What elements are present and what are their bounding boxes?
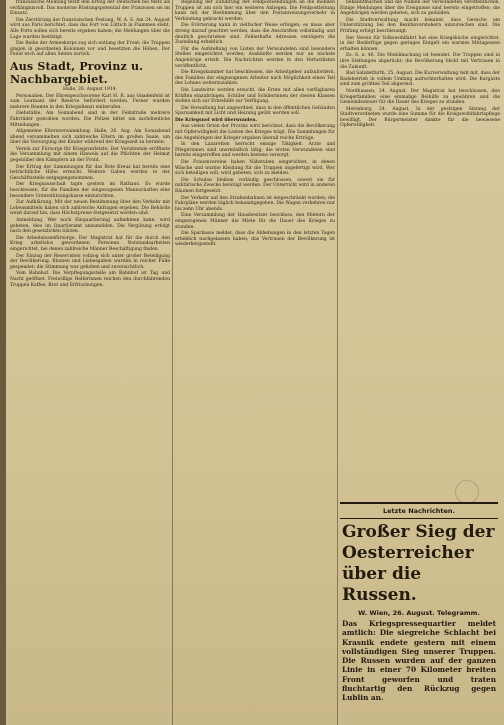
- article-paragraph: Die Reihe der Armeekorps zog sich entlang der Front; die Truppen gingen in geordneten Kolonnen vor und besetzten die Höhen. Der Feind wich auf allen Seiten zurück.: [10, 41, 170, 58]
- article-paragraph: Personalien. Der Ehrengeschworene Karl H. R. aus Gnadenfeld ist zum Leutnant der Reserve befördert worden. Ferner wurden mehrere Beamte in den Kriegsdienst einberufen.: [10, 93, 170, 110]
- article-paragraph: Die Erörterung kann in vielfacher Weise erfolgen; es muss aber streng darauf geachtet werden, dass die Anschriften vollständig und deutlich geschrieben sind. Fehlerhafte Adressen verzögern die Zustellung erheblich.: [175, 23, 335, 46]
- column-two: [175, 0, 335, 725]
- article-paragraph: Es. 6. u. 46. Die Mobilmachung ist beendet. Die Truppen sind in ihre Stellungen abgerückt; die Bevölkerung blickt mit Vertrauen in die Zukunft.: [340, 53, 500, 70]
- article-paragraph: Der Verkehr auf den Straßenbahnen ist eingeschränkt worden; die Fahrpläne werden täglich bekanntgegeben. Die Wagen verkehren nur bis zehn Uhr abends.: [175, 195, 335, 212]
- binding-edge: [0, 0, 6, 725]
- article-paragraph: Eine Versammlung der Hausbesitzer beschloss, den Mietern der eingezogenen Männer die Miete für die Dauer des Krieges zu stunden.: [175, 213, 335, 230]
- article-paragraph: Die Zerstörung der französischen Festung. W. A. S. Am 24. August wird aus Paris berichtet, dass das Fort von Lüttich in Flammen steht. Alle Forts sollen sich bereits ergeben haben; die Meldungen über die Lage wurden bestätigt.: [10, 17, 170, 40]
- late-news-kicker: Letzte Nachrichten.: [382, 507, 456, 515]
- article-paragraph: Der Verein für Volkswohlfahrt hat eine Kriegsküche eingerichtet, in der Bedürftige gegen geringes Entgelt ein warmes Mittagessen erhalten können.: [340, 35, 500, 52]
- article-paragraph: Diebstähle. Am Sonnabend sind in der Feldstraße mehrere Fahrräder gestohlen worden. Die Polizei bittet um sachdienliche Mitteilungen.: [10, 111, 170, 128]
- article-paragraph: Die Verwaltung hat angeordnet, dass in den öffentlichen Gebäuden Sparsamkeit mit Licht und Heizung geübt werden soll.: [175, 105, 335, 117]
- article-paragraph: Die Landwirte werden ersucht, die Ernte mit allen verfügbaren Kräften einzubringen. Schüler und Schülerinnen der oberen Klassen stellen sich zur Erntehilfe zur Verfügung.: [175, 87, 335, 105]
- article-paragraph: Merseburg, 24. August. In der gestrigen Sitzung der Stadtverordneten wurde eine Summe für die Kriegswohlfahrtspflege bewilligt. Der Bürgermeister dankte für die bewiesene Opferwilligkeit.: [340, 106, 500, 129]
- faded-stamp-mark: [455, 480, 479, 504]
- article-paragraph: bekanntmachen und die Namen der Verwundeten veröffentlichen. Einige Meldungen über die Ereignisse sind bereits eingetroffen; die Angehörigen werden gebeten, sich zu gedulden.: [340, 0, 500, 17]
- late-news-lead: Das Kriegspressequartier meldet amtlich: Die siegreiche Schlacht bei Krasnik endete gestern mit einem vollständigen Sieg unserer Truppen. Die Russen wurden auf der ganzen Linie in einer 70 Kilometer breiten Front geworfen und traten fluchtartig den Rückzug gegen Lublin an.: [342, 619, 496, 703]
- late-news-box: [340, 502, 498, 722]
- article-paragraph: In den Lazaretten herrscht emsige Tätigkeit. Ärzte und Pflegerinnen sind unermüdlich tätig; die ersten Verwundeten sind bereits eingetroffen und werden bestens versorgt.: [175, 142, 335, 159]
- article-subhead: Die Kriegsnot wird überwunden.: [175, 117, 258, 123]
- article-paragraph: Für die Aufstellung von Listen der Verwundeten sind besondere Stellen eingerichtet worden; Auskünfte werden nur an nächste Angehörige erteilt. Die Nachrichten werden in den Verlustlisten veröffentlicht.: [175, 46, 335, 69]
- article-paragraph: Die Kriegskammer hat beschlossen, die Arbeitgeber aufzufordern, den Familien der eingezogenen Arbeiter nach Möglichkeit einen Teil des Lohnes weiterzuzahlen.: [175, 70, 335, 87]
- article-paragraph: Die Frauenvereine haben Nähstuben eingerichtet, in denen Wäsche und warme Kleidung für die Truppen angefertigt wird. Wer sich beteiligen will, wird gebeten, sich zu melden.: [175, 160, 335, 177]
- section-title: Aus Stadt, Provinz u. Nachbargebiet.: [10, 59, 144, 86]
- article-paragraph: Die Arbeitslosenfürsorge. Der Magistrat hat für die durch den Krieg arbeitslos gewordenen Personen Notstandsarbeiten eingerichtet, bei denen zahlreiche Männer Beschäftigung finden.: [10, 235, 170, 252]
- article-paragraph: Nordhausen, 24. August. Der Magistrat hat beschlossen, den Kriegerfamilien eine einmalige Beihilfe zu gewähren und die Gemeindesteuer für die Dauer des Krieges zu stunden.: [340, 88, 500, 106]
- article-paragraph: Die Schulen bleiben vorläufig geschlossen, soweit sie für militärische Zwecke benötigt werden. Der Unterricht wird in anderen Räumen fortgesetzt.: [175, 177, 335, 194]
- column-three: [340, 0, 500, 500]
- article-paragraph: Allgemeine Elternversammlung. Halle, 26. Aug. Am Sonnabend abend versammelten sich zahlreiche Eltern im großen Saale, um über die Versorgung der Kinder während der Kriegszeit zu beraten.: [10, 129, 170, 146]
- column-rule: [172, 0, 173, 725]
- article-paragraph: Zur Aufklärung. Mit der neuen Bestimmung über den Verkehr mit Lebensmitteln haben sich zahlreiche Anfragen ergeben. Die Behörde weist darauf hin, dass Höchstpreise festgesetzt worden sind.: [10, 200, 170, 217]
- late-news-headline: Großer Sieg der Oesterreicher über die Russen.: [342, 522, 495, 605]
- article-paragraph: Vom Bahnhof. Die Verpflegungsstelle am Bahnhof ist Tag und Nacht geöffnet. Freiwillige Helferinnen reichen den durchfahrenden Truppen Kaffee, Brot und Erfrischungen.: [10, 271, 170, 288]
- column-rule: [337, 0, 338, 725]
- column-one: [10, 0, 170, 725]
- article-paragraph: Verein zur Fürsorge für Kriegsverletzte. Der Vorsitzende eröffnete die Versammlung mit einem Hinweis auf die Pflichten der Heimat gegenüber den Kämpfern an der Front.: [10, 146, 170, 164]
- article-paragraph: Der Kriegsausschuß tagte gestern im Rathaus. Es wurde beschlossen, für die Familien der eingezogenen Mannschaften eine besondere Unterstützungskasse einzurichten.: [10, 182, 170, 199]
- article-paragraph: Anmeldung. Wer noch Einquartierung aufnehmen kann, wird gebeten, dies im Quartieramt anzumelden. Die Vergütung erfolgt nach den gesetzlichen Sätzen.: [10, 218, 170, 235]
- article-paragraph: Der Einzug der Reservisten vollzog sich unter großer Beteiligung der Bevölkerung. Blumen und Liebesgaben wurden in reicher Fülle gespendet; die Stimmung war gehoben und zuversichtlich.: [10, 253, 170, 270]
- article-paragraph: Der Ertrag der Sammlungen für das Rote Kreuz hat bereits eine beträchtliche Höhe erreicht. Weitere Gaben werden in der Geschäftsstelle entgegengenommen.: [10, 164, 170, 181]
- telegram-dateline: W. Wien, 26. August. Telegramm.: [358, 609, 480, 617]
- article-paragraph: Bad Salzdetfurth, 25. August. Die Kurverwaltung teilt mit, dass der Badebetrieb in vollem Umfang aufrechterhalten wird. Die Kurgäste sind zum größten Teil abgereist.: [340, 71, 500, 88]
- article-paragraph: Aus vielen Orten der Provinz wird berichtet, dass die Bevölkerung mit Opferwilligkeit die Lasten des Krieges trägt. Die Sammlungen für die Angehörigen der Krieger ergaben überall reiche Erträge.: [175, 124, 335, 141]
- article-paragraph: Die Sparkasse meldet, dass die Abhebungen in den letzten Tagen erheblich nachgelassen haben; das Vertrauen der Bevölkerung ist wiederhergestellt.: [175, 231, 335, 248]
- article-paragraph: französische Meinung festlt den Erfolg der Deutschen bei Metz als verhängnisvoll. Das moderne Rüstungspotential der Franzosen sei im Einsatz.: [10, 0, 170, 17]
- article-paragraph: Die Stadtverwaltung macht bekannt, dass Gesuche um Unterstützung bei den Bezirksvorstehern einzureichen sind. Die Prüfung erfolgt beschleunigt.: [340, 17, 500, 34]
- dateline: Halle, 26. August 1914.: [63, 86, 117, 92]
- article-paragraph: Regelung der Zuführung der Feldpostsendungen an die mobilen Truppen ist am sich hier ein weiteres Anliegen. Die Feldpostleitung kann mit der Bestimmung über den Postanweisungsverkehr in Verbindung gebracht werden.: [175, 0, 335, 22]
- divider: [340, 518, 498, 519]
